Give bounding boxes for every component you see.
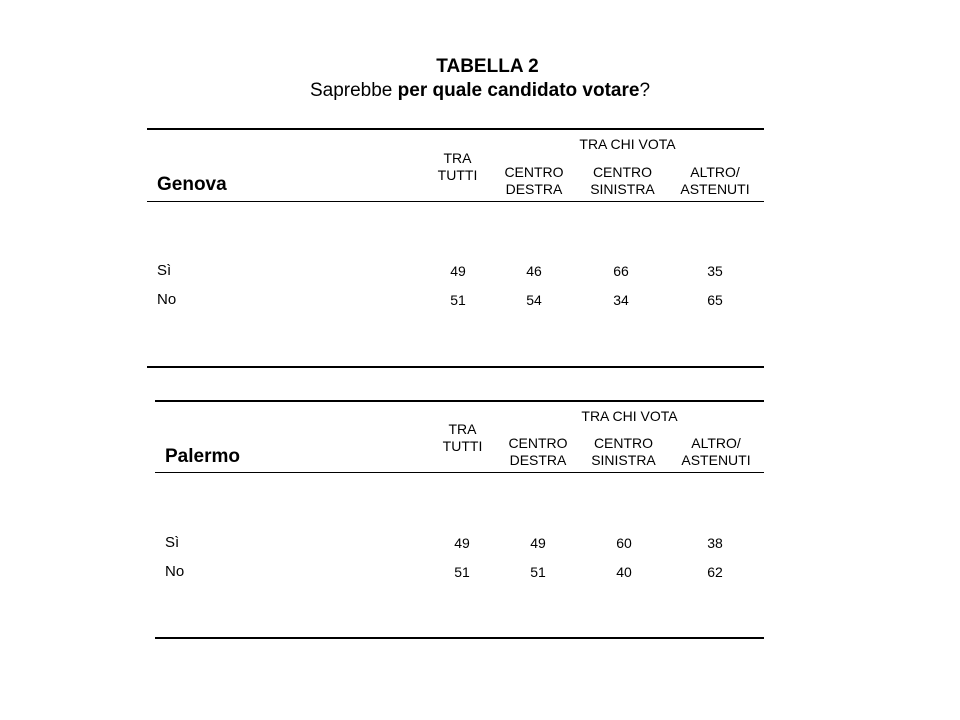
subtitle-suffix: ?: [639, 80, 651, 101]
col-header-tra-tutti: TRA TUTTI: [442, 421, 483, 454]
table-subtitle: [0, 80, 960, 102]
city-label: Genova: [157, 174, 227, 195]
col-header-centro-destra: CENTRO DESTRA: [504, 164, 564, 197]
col-header-centro-destra: CENTRO DESTRA: [508, 435, 568, 468]
top-rule: [155, 400, 764, 402]
group-header: TRA CHI VOTA: [581, 408, 678, 424]
value-cell: 51: [530, 564, 546, 580]
value-cell: 51: [450, 292, 466, 308]
col-header-centro-sinistra: CENTRO SINISTRA: [590, 164, 655, 197]
header-rule: [155, 472, 764, 473]
row-label-no: No: [165, 563, 185, 580]
value-cell: 60: [616, 535, 632, 551]
value-cell: 49: [450, 263, 466, 279]
group-header: TRA CHI VOTA: [579, 136, 676, 152]
row-label-si: Sì: [165, 534, 180, 551]
value-cell: 38: [707, 535, 723, 551]
col-header-altro-astenuti: ALTRO/ ASTENUTI: [680, 164, 750, 197]
value-cell: 49: [530, 535, 546, 551]
col-header-tra-tutti: TRA TUTTI: [437, 150, 478, 183]
value-cell: 62: [707, 564, 723, 580]
value-cell: 40: [616, 564, 632, 580]
bottom-rule: [155, 637, 764, 639]
col-header-centro-sinistra: CENTRO SINISTRA: [591, 435, 656, 468]
value-cell: 51: [454, 564, 470, 580]
row-label-si: Sì: [157, 262, 172, 279]
header-rule: [147, 201, 764, 202]
value-cell: 46: [526, 263, 542, 279]
value-cell: 54: [526, 292, 542, 308]
table-title: TABELLA 2: [436, 56, 539, 77]
value-cell: 34: [613, 292, 629, 308]
top-rule: [147, 128, 764, 130]
row-label-no: No: [157, 291, 177, 308]
city-label: Palermo: [165, 446, 240, 467]
bottom-rule: [147, 366, 764, 368]
value-cell: 66: [613, 263, 629, 279]
value-cell: 35: [707, 263, 723, 279]
value-cell: 49: [454, 535, 470, 551]
subtitle-bold: per quale candidato votare: [397, 80, 640, 101]
value-cell: 65: [707, 292, 723, 308]
col-header-altro-astenuti: ALTRO/ ASTENUTI: [681, 435, 751, 468]
subtitle-prefix: Saprebbe: [309, 80, 398, 101]
